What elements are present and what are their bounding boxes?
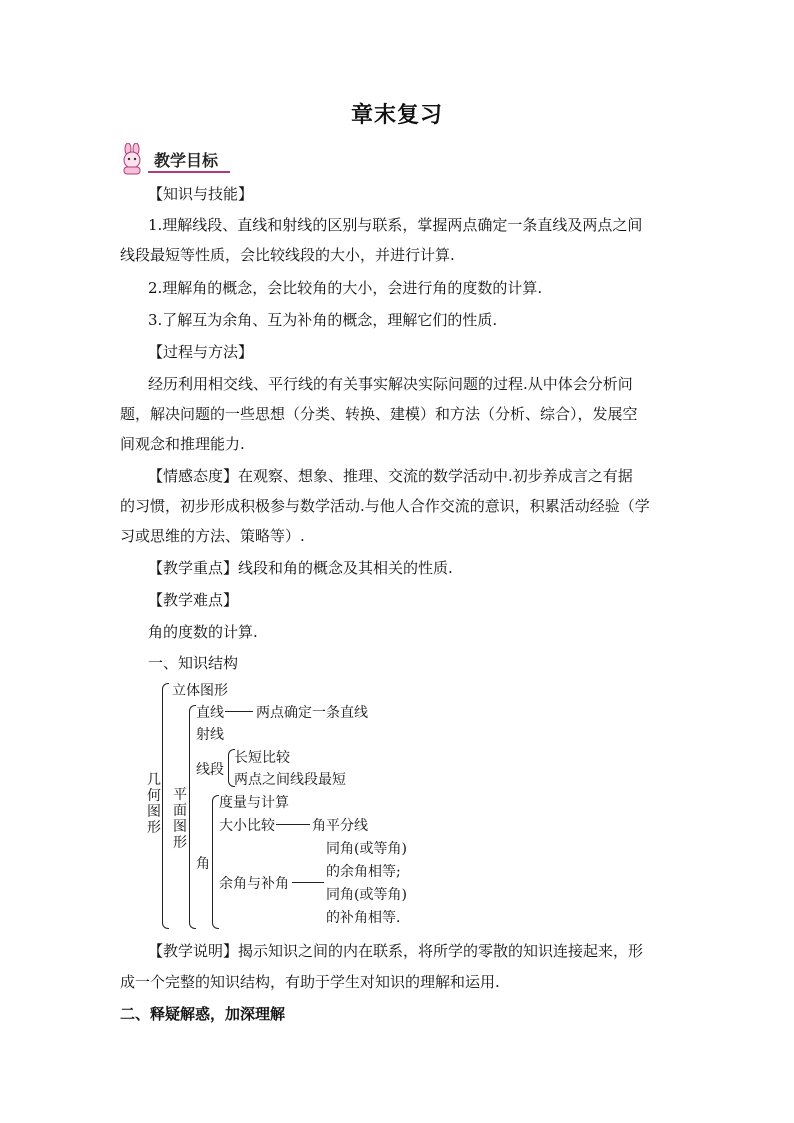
tree-ray: 射线 (196, 727, 224, 743)
tree-angle-measure: 度量与计算 (219, 795, 289, 811)
knowledge-item-1-line-2: 线段最短等性质，会比较线段的大小，并进行计算. (120, 246, 455, 264)
rabbit-mascot-icon (118, 143, 148, 175)
tree-comp-connector (292, 882, 324, 883)
tree-rule-1b: 的余角相等; (326, 864, 401, 880)
page-title: 章末复习 (350, 102, 443, 128)
tree-angle-bisector: 角平分线 (312, 818, 368, 834)
process-line-2: 题，解决问题的一些思想（分类、转换、建模）和方法（分析、综合），发展空 (120, 405, 638, 423)
process-method-header: 【过程与方法】 (148, 343, 254, 361)
emotion-line-1: 【情感态度】在观察、想象、推理、交流的数学活动中.初步养成言之有据 (148, 467, 633, 485)
tree-rule-1a: 同角(或等角) (326, 841, 407, 857)
tree-rule-2b: 的补角相等. (326, 910, 401, 926)
knowledge-skills-header: 【知识与技能】 (148, 185, 254, 203)
tree-solid-figure: 立体图形 (172, 683, 228, 699)
section-2-heading: 二、释疑解惑，加深理解 (120, 1005, 286, 1023)
tree-size-compare: 大小比较 (219, 818, 275, 834)
teaching-difficulty-header: 【教学难点】 (148, 591, 239, 609)
tree-segment: 线段 (196, 762, 224, 778)
tree-root-brace (162, 683, 169, 929)
tree-segment-compare: 长短比较 (234, 750, 290, 766)
teaching-explanation-line-2: 成一个完整的知识结构，有助于学生对知识的理解和运用. (120, 973, 500, 991)
knowledge-item-1-line-1: 1.理解线段、直线和射线的区别与联系，掌握两点确定一条直线及两点之间 (148, 216, 643, 234)
teaching-difficulty: 角的度数的计算. (148, 623, 258, 641)
tree-comp-supp: 余角与补角 (219, 876, 289, 892)
knowledge-item-3: 3.了解互为余角、互为补角的概念，理解它们的性质. (148, 311, 498, 329)
tree-angle: 角 (196, 856, 210, 872)
tree-angle-brace (212, 795, 219, 929)
teaching-goal-label: 教学目标 (154, 151, 219, 170)
tree-compare-connector (276, 824, 310, 825)
process-line-1: 经历利用相交线、平行线的有关事实解决实际问题的过程.从中体会分析问 (148, 375, 633, 393)
badge-underline (148, 171, 230, 173)
tree-plane-figure: 平 面 图 形 (173, 787, 187, 851)
process-line-3: 间观念和推理能力. (120, 435, 245, 453)
tree-plane-brace (189, 705, 196, 929)
tree-line: 直线 (196, 705, 224, 721)
tree-rule-2a: 同角(或等角) (326, 887, 407, 903)
tree-root-geometry: 几 何 图 形 (147, 772, 161, 836)
tree-line-connector (225, 711, 253, 712)
knowledge-item-2: 2.理解角的概念，会比较角的大小，会进行角的度数的计算. (148, 279, 543, 297)
knowledge-structure-header: 一、知识结构 (148, 654, 239, 672)
teaching-focus: 【教学重点】线段和角的概念及其相关的性质. (148, 559, 453, 577)
tree-segment-shortest: 两点之间线段最短 (234, 772, 346, 788)
tree-line-fact: 两点确定一条直线 (256, 705, 368, 721)
teaching-explanation-line-1: 【教学说明】揭示知识之间的内在联系，将所学的零散的知识连接起来，形 (148, 942, 644, 960)
emotion-line-3: 习或思维的方法、策略等）. (120, 527, 305, 545)
teaching-goal-badge (118, 143, 230, 175)
emotion-line-2: 的习惯，初步形成积极参与数学活动.与他人合作交流的意识，积累活动经验（学 (120, 497, 650, 515)
